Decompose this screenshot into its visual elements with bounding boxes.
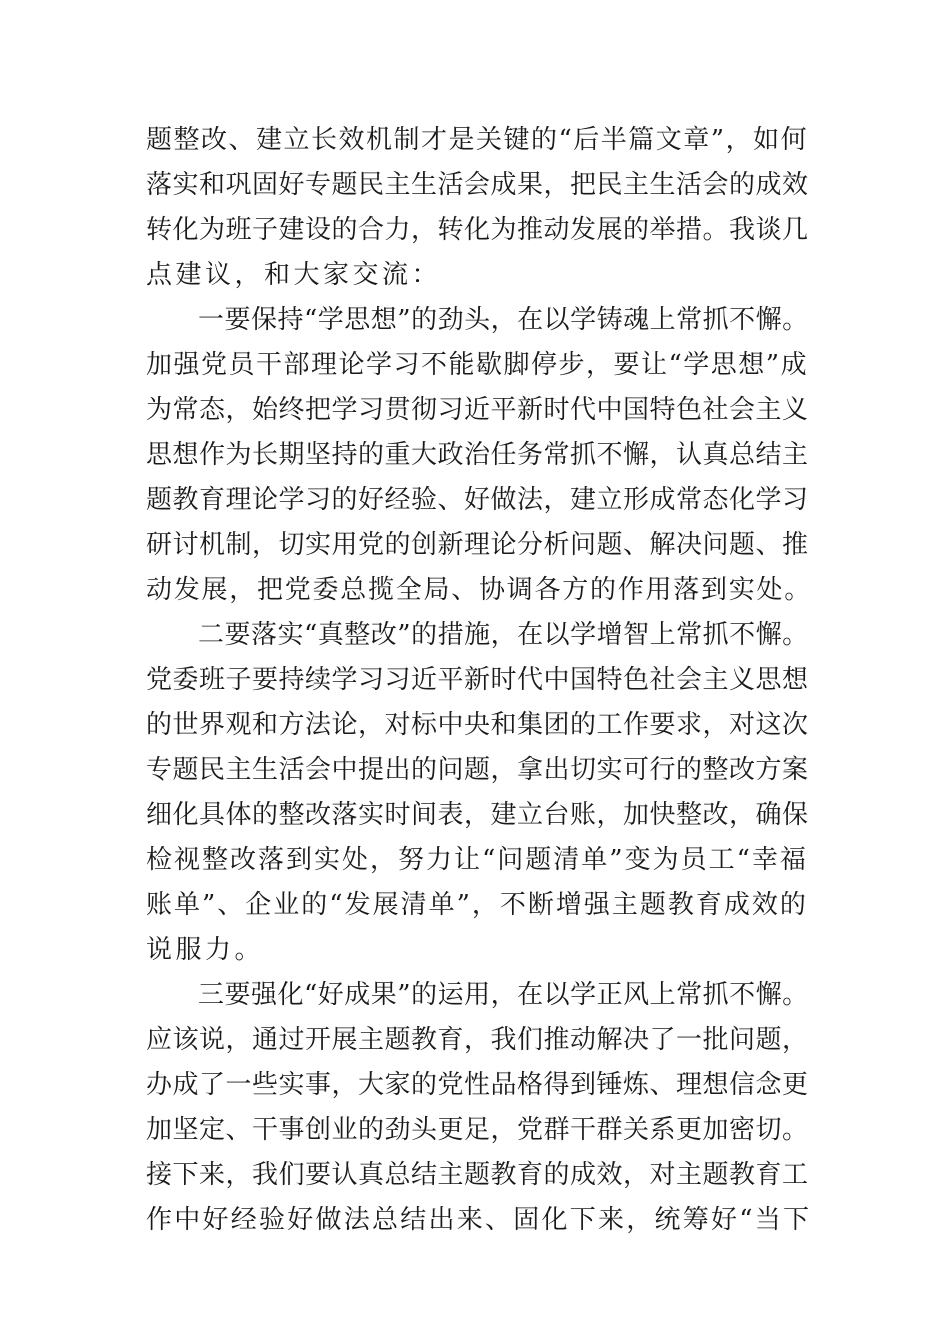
text-line: 题教育理论学习的好经验、好做法，建立形成常态化学习 — [146, 485, 809, 515]
text-line: 细化具体的整改落实时间表，建立台账，加快整改，确保 — [146, 800, 809, 830]
text-line: 落实和巩固好专题民主生活会成果，把民主生活会的成效 — [146, 170, 809, 200]
text-line: 接下来，我们要认真总结主题教育的成效，对主题教育工 — [146, 1160, 809, 1190]
text-line: 思想作为长期坚持的重大政治任务常抓不懈，认真总结主 — [146, 440, 809, 470]
text-line: 转化为班子建设的合力，转化为推动发展的举措。我谈几 — [146, 215, 809, 245]
text-line: 检视整改落到实处，努力让“问题清单”变为员工“幸福 — [146, 845, 808, 875]
text-line: 应该说，通过开展主题教育，我们推动解决了一批问题， — [146, 1025, 809, 1055]
text-line: 党委班子要持续学习习近平新时代中国特色社会主义思想 — [146, 665, 809, 695]
text-line: 加坚定、干事创业的劲头更足，党群干群关系更加密切。 — [146, 1115, 809, 1145]
text-line: 加强党员干部理论学习不能歇脚停步，要让“学思想”成 — [146, 350, 809, 380]
text-line: 说服力。 — [146, 935, 265, 965]
text-line: 动发展，把党委总揽全局、协调各方的作用落到实处。 — [146, 575, 813, 605]
text-line: 题整改、建立长效机制才是关键的“后半篇文章”，如何 — [146, 125, 809, 155]
text-line: 的世界观和方法论，对标中央和集团的工作要求，对这次 — [146, 710, 809, 740]
paragraph-first-line: 一要保持“学思想”的劲头，在以学铸魂上常抓不懈。 — [198, 305, 809, 335]
text-line: 点建议，和大家交流： — [146, 260, 442, 290]
text-line: 办成了一些实事，大家的党性品格得到锤炼、理想信念更 — [146, 1070, 809, 1100]
paragraph-first-line: 三要强化“好成果”的运用，在以学正风上常抓不懈。 — [198, 980, 809, 1010]
text-line: 账单”、企业的“发展清单”，不断增强主题教育成效的 — [146, 890, 808, 920]
text-line: 专题民主生活会中提出的问题，拿出切实可行的整改方案 — [146, 755, 809, 785]
text-line: 为常态，始终把学习贯彻习近平新时代中国特色社会主义 — [146, 395, 809, 425]
paragraph-first-line: 二要落实“真整改”的措施，在以学增智上常抓不懈。 — [198, 620, 809, 650]
text-line: 研讨机制，切实用党的创新理论分析问题、解决问题、推 — [146, 530, 809, 560]
text-line: 作中好经验好做法总结出来、固化下来，统筹好“当下 — [146, 1205, 812, 1235]
